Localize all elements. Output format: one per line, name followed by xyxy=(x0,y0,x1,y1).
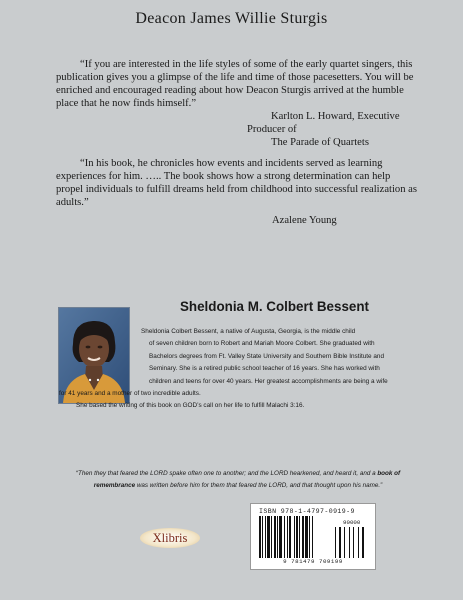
quote-karlton-howard xyxy=(56,58,418,149)
author-bio xyxy=(59,326,414,413)
quote-attribution-line1: Karlton L. Howard, Executive Producer of xyxy=(247,111,400,135)
barcode-digits: 9 781479 709199 xyxy=(283,558,343,565)
quote-azalene-young xyxy=(56,157,418,227)
verse-text: was written before him for them that feared the LORD, and that thought upon his name.” xyxy=(135,482,383,490)
bio-line: Bachelors degrees from Ft. Valley State University and Southern Bible Institute and xyxy=(149,352,385,360)
bio-line: Sheldonia Colbert Bessent, a native of Augusta, Georgia, is the middle child xyxy=(141,328,356,335)
verse-emphasis: book of remembrance xyxy=(93,470,401,490)
quote-attribution: Azalene Young xyxy=(272,215,337,226)
bio-line: of seven children born to Robert and Mariah Moore Colbert. She graduated with xyxy=(149,340,375,348)
bio-line: Seminary. She is a retired public school teacher of 16 years. She has worked with xyxy=(149,365,380,373)
quote-attribution-line2: The Parade of Quartets xyxy=(271,137,369,148)
quote-text: “If you are interested in the life styles of some of the early quartet singers, this publication gives you a glimpse of the life and time of those pacesetters. You will be enriched and encouraged reading about how Deacon Sturgis arrived at the humble place that he now finds himself.” xyxy=(56,59,414,109)
isbn-number: ISBN 978-1-4797-0919-9 xyxy=(259,508,355,515)
isbn-barcode xyxy=(250,503,376,570)
price-code: 90000 xyxy=(343,519,361,526)
quote-text: “In his book, he chronicles how events and incidents served as learning experiences for him. ….. The book shows how a strong determination can help propel individuals to fulfill dreams held from childhood into successful realization as adults.” xyxy=(56,158,417,208)
bio-line: children and teens for over 40 years. Her greatest accomplishments are being a wife xyxy=(149,377,388,385)
logo-text: Xlibris xyxy=(152,531,188,545)
bio-line: She based the writing of this book on GOD’s call on her life to fulfill Malachi 3:16. xyxy=(76,402,305,410)
verse-text: “Then they that feared the LORD spake often one to another; and the LORD hearkened, and heard it, and a xyxy=(75,470,378,477)
author-name: Sheldonia M. Colbert Bessent xyxy=(180,299,369,314)
scripture-verse xyxy=(58,468,418,493)
book-title: Deacon James Willie Sturgis xyxy=(135,10,328,27)
xlibris-logo xyxy=(139,527,201,549)
bio-line: for 41 years and a mother of two incredible adults. xyxy=(59,390,201,398)
